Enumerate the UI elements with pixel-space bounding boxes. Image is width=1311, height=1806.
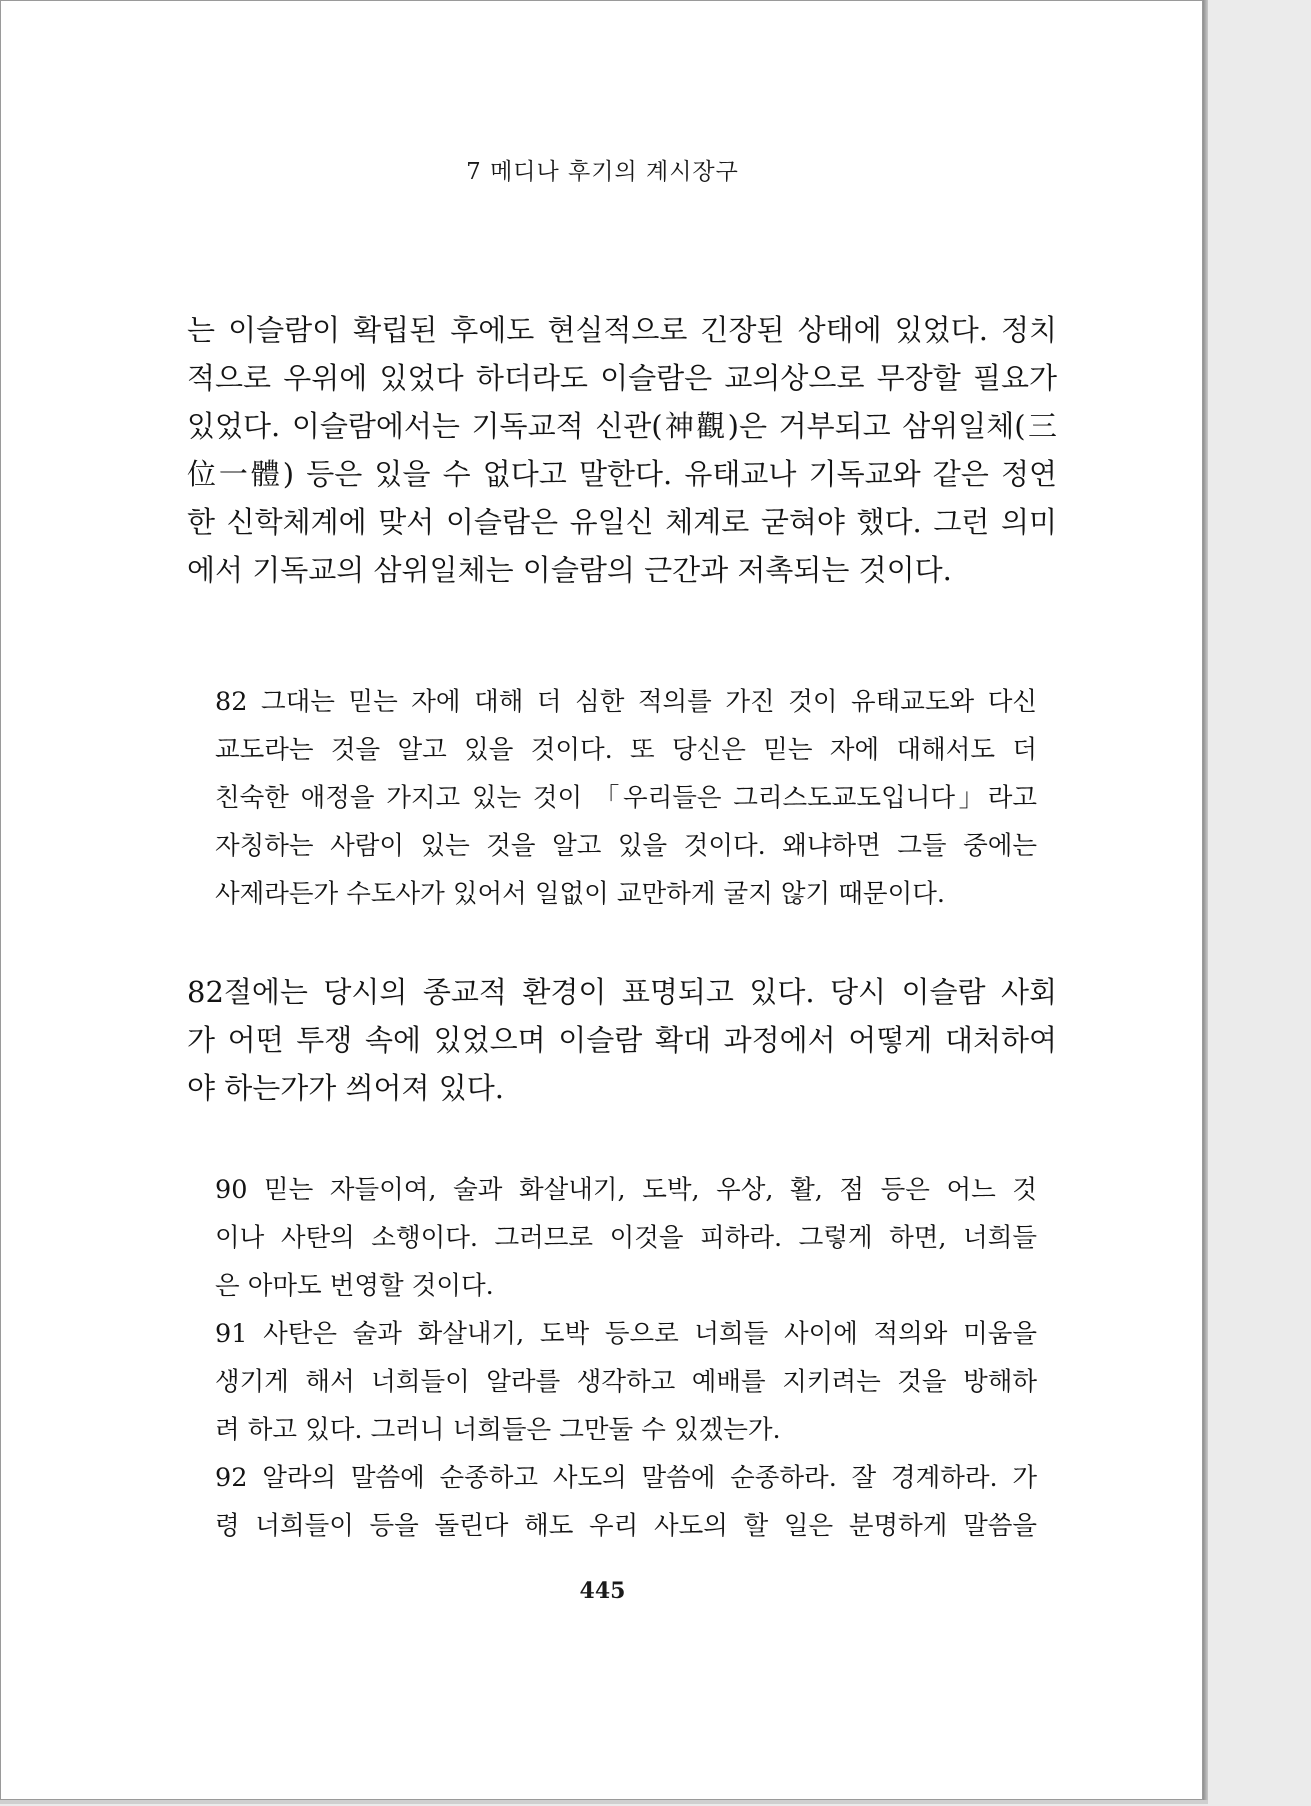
verse-line: 91 사탄은 술과 화살내기, 도박 등으로 너희들 사이에 적의와 미움을: [215, 1319, 1037, 1349]
verse-line: 은 아마도 번영할 것이다.: [215, 1271, 494, 1301]
body-paragraph-1: [187, 306, 1057, 594]
running-head: 7 메디나 후기의 계시장구: [466, 159, 739, 185]
page-edge: [1203, 0, 1208, 1800]
verse-line: 이나 사탄의 소행이다. 그러므로 이것을 피하라. 그렇게 하면, 너희들: [215, 1223, 1037, 1253]
page-number: 445: [579, 1578, 626, 1604]
text-line: 한 신학체계에 맞서 이슬람은 유일신 체계로 굳혀야 했다. 그런 의미: [187, 505, 1057, 539]
verse-line: 92 알라의 말씀에 순종하고 사도의 말씀에 순종하라. 잘 경계하라. 가: [215, 1463, 1037, 1493]
text-line: 는 이슬람이 확립된 후에도 현실적으로 긴장된 상태에 있었다. 정치: [187, 313, 1057, 347]
verse-line: 82 그대는 믿는 자에 대해 더 심한 적의를 가진 것이 유태교도와 다신: [215, 687, 1037, 717]
body-paragraph-2: [187, 968, 1057, 1112]
verse-quote-82: [215, 678, 1037, 918]
verse-line: 90 믿는 자들이여, 술과 화살내기, 도박, 우상, 활, 점 등은 어느 것: [215, 1175, 1037, 1205]
page-shadow: [0, 1800, 1208, 1804]
verse-line: 령 너희들이 등을 돌린다 해도 우리 사도의 할 일은 분명하게 말씀을: [215, 1511, 1037, 1541]
verse-line: 친숙한 애정을 가지고 있는 것이 「우리들은 그리스도교도입니다」라고: [215, 783, 1037, 813]
verse-line: 려 하고 있다. 그러니 너희들은 그만둘 수 있겠는가.: [215, 1415, 781, 1445]
verse-line: 생기게 해서 너희들이 알라를 생각하고 예배를 지키려는 것을 방해하: [215, 1367, 1037, 1397]
text-line: 가 어떤 투쟁 속에 있었으며 이슬람 확대 과정에서 어떻게 대처하여: [187, 1023, 1057, 1057]
text-line: 야 하는가가 씌어져 있다.: [187, 1071, 505, 1105]
text-line: 적으로 우위에 있었다 하더라도 이슬람은 교의상으로 무장할 필요가: [187, 361, 1057, 395]
text-line: 에서 기독교의 삼위일체는 이슬람의 근간과 저촉되는 것이다.: [187, 553, 952, 587]
verse-line: 자칭하는 사람이 있는 것을 알고 있을 것이다. 왜냐하면 그들 중에는: [215, 831, 1037, 861]
text-line: 있었다. 이슬람에서는 기독교적 신관(神觀)은 거부되고 삼위일체(三: [187, 409, 1057, 443]
verse-line: 교도라는 것을 알고 있을 것이다. 또 당신은 믿는 자에 대해서도 더: [215, 735, 1037, 765]
text-line: 82절에는 당시의 종교적 환경이 표명되고 있다. 당시 이슬람 사회: [187, 975, 1057, 1009]
verse-quote-90-92: [215, 1166, 1037, 1550]
verse-line: 사제라든가 수도사가 있어서 일없이 교만하게 굴지 않기 때문이다.: [215, 879, 945, 909]
text-line: 位一體) 등은 있을 수 없다고 말한다. 유태교나 기독교와 같은 정연: [187, 457, 1057, 491]
